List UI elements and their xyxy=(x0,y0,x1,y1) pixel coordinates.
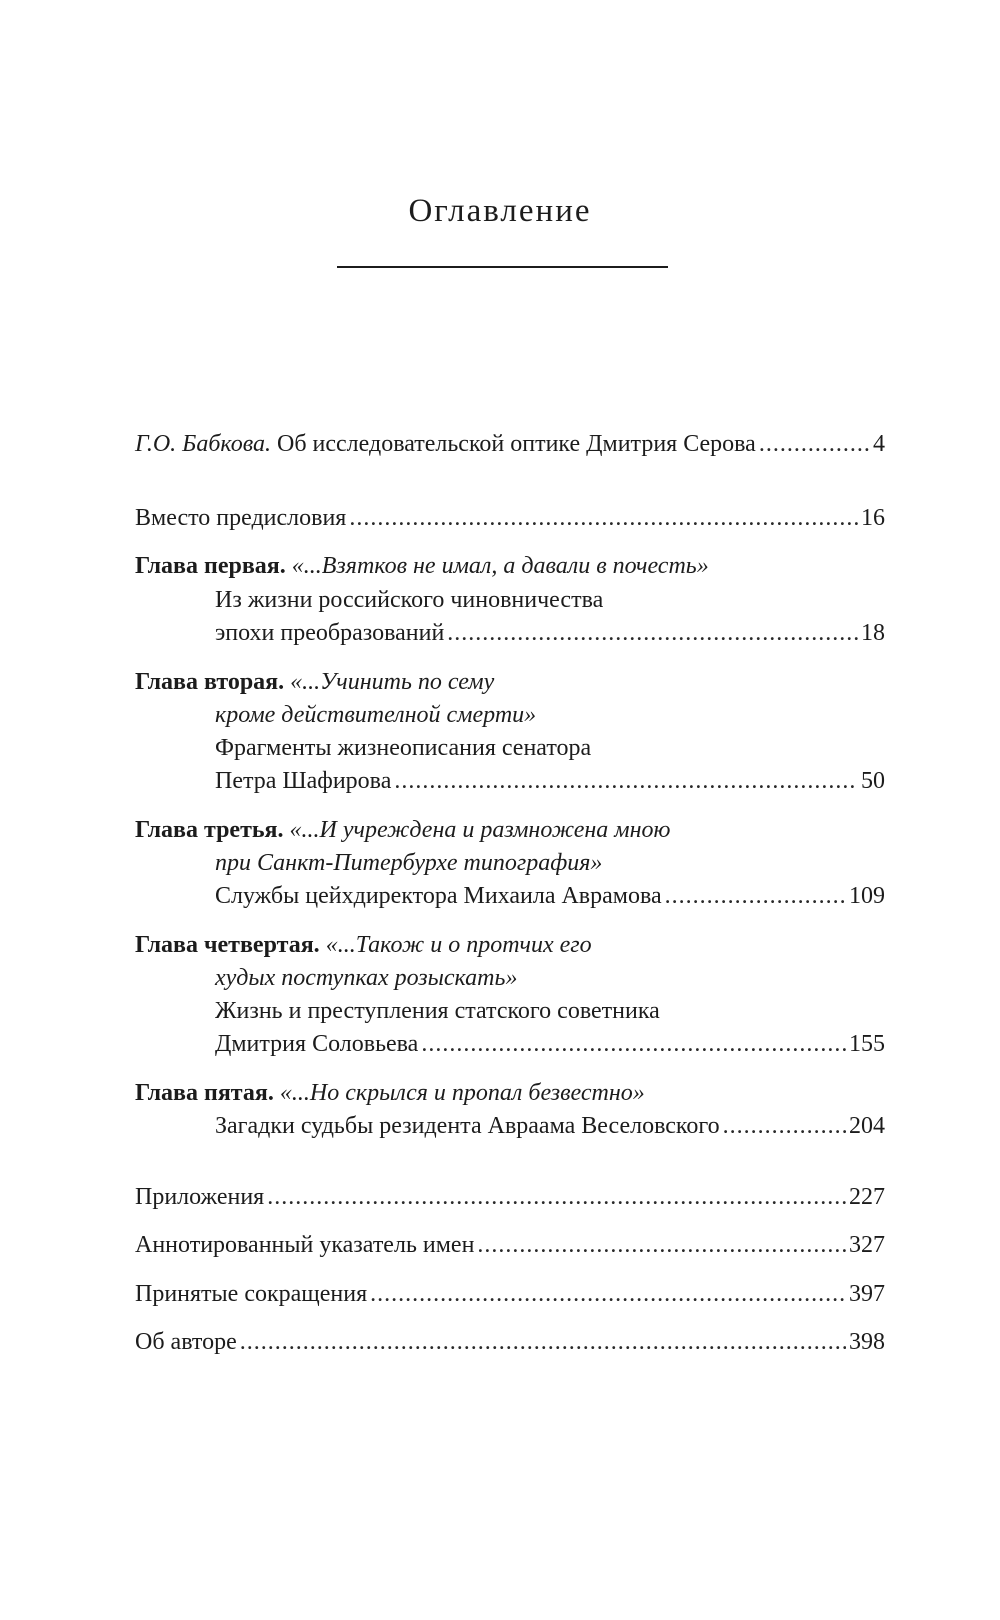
leader-dots xyxy=(665,880,846,912)
leader-dots xyxy=(759,428,870,460)
chapter-subtitle: Петра Шафирова xyxy=(215,768,392,794)
toc-entry-chapter-5[interactable] xyxy=(135,1077,885,1109)
page-number: 327 xyxy=(849,1232,885,1258)
page-number: 18 xyxy=(861,620,885,646)
chapter-quote: «...Взятков не имал, а давали в почесть» xyxy=(291,553,709,579)
entry-title: Об исследовательской оптике Дмитрия Серова xyxy=(276,431,756,457)
leader-dots xyxy=(394,765,858,797)
toc-entry-index[interactable] xyxy=(135,1229,885,1261)
page-title: Оглавление xyxy=(408,193,592,229)
toc-subline xyxy=(215,699,885,731)
toc-subline[interactable] xyxy=(215,1110,885,1142)
chapter-quote: «...Також и о протчих его xyxy=(325,932,592,958)
entry-title: Приложения xyxy=(135,1184,265,1210)
chapter-subtitle: Жизнь и преступления статского советника xyxy=(215,998,660,1024)
chapter-subtitle: эпохи преобразований xyxy=(215,620,445,646)
toc-subline xyxy=(215,584,885,616)
chapter-label: Глава четвертая. xyxy=(135,932,320,958)
leader-dots xyxy=(421,1028,846,1060)
chapter-quote: «...И учреждена и размножена мною xyxy=(289,817,671,843)
chapter-label: Глава третья. xyxy=(135,817,284,843)
toc-entry-abbreviations[interactable] xyxy=(135,1278,885,1310)
entry-title: Принятые сокращения xyxy=(135,1281,368,1307)
toc-entry-chapter-2[interactable] xyxy=(135,666,885,698)
page-number: 16 xyxy=(861,505,885,531)
leader-dots xyxy=(370,1278,846,1310)
toc-subline xyxy=(215,847,885,879)
leader-dots xyxy=(267,1181,846,1213)
entry-title: Вместо предисловия xyxy=(135,505,347,531)
entry-author: Г.О. Бабкова. xyxy=(135,431,271,457)
leader-dots xyxy=(240,1326,846,1358)
title-divider xyxy=(337,266,668,268)
toc-entry-preface[interactable] xyxy=(135,502,885,534)
leader-dots xyxy=(447,617,858,649)
toc-subline xyxy=(215,995,885,1027)
toc-subline[interactable] xyxy=(215,880,885,912)
toc-entry-babkova[interactable] xyxy=(135,428,885,460)
page-number: 398 xyxy=(849,1329,885,1355)
chapter-quote: худых поступках розыскать» xyxy=(215,965,518,991)
toc-subline xyxy=(215,962,885,994)
chapter-subtitle: Из жизни российского чиновничества xyxy=(215,587,604,613)
chapter-quote: «...Учинить по сему xyxy=(290,669,495,695)
chapter-subtitle: Загадки судьбы резидента Авраама Веселовского xyxy=(215,1113,720,1139)
chapter-subtitle: Дмитрия Соловьева xyxy=(215,1031,419,1057)
toc-entry-chapter-4[interactable] xyxy=(135,929,885,961)
page-number: 227 xyxy=(849,1184,885,1210)
page-number: 4 xyxy=(873,431,885,457)
toc-subline[interactable] xyxy=(215,1028,885,1060)
chapter-quote: при Санкт-Питербурхе типография» xyxy=(215,850,603,876)
page-number: 109 xyxy=(849,883,885,909)
chapter-quote: кроме действителной смерти» xyxy=(215,702,537,728)
chapter-subtitle: Службы цейхдиректора Михаила Аврамова xyxy=(215,883,662,909)
toc-subline[interactable] xyxy=(215,617,885,649)
page-number: 204 xyxy=(849,1113,885,1139)
leader-dots xyxy=(349,502,858,534)
chapter-label: Глава пятая. xyxy=(135,1080,274,1106)
toc-subline[interactable] xyxy=(215,765,885,797)
toc-entry-chapter-1[interactable] xyxy=(135,550,885,582)
toc-subline xyxy=(215,732,885,764)
leader-dots xyxy=(723,1110,846,1142)
chapter-label: Глава вторая. xyxy=(135,669,285,695)
page-number: 50 xyxy=(861,768,885,794)
entry-title: Об авторе xyxy=(135,1329,237,1355)
toc-entry-appendix[interactable] xyxy=(135,1181,885,1213)
chapter-subtitle: Фрагменты жизнеописания сенатора xyxy=(215,735,592,761)
toc-entry-chapter-3[interactable] xyxy=(135,814,885,846)
leader-dots xyxy=(477,1229,846,1261)
chapter-quote: «...Но скрылся и пропал безвестно» xyxy=(279,1080,645,1106)
entry-title: Аннотированный указатель имен xyxy=(135,1232,475,1258)
page-number: 155 xyxy=(849,1031,885,1057)
chapter-label: Глава первая. xyxy=(135,553,286,579)
toc-entry-about-author[interactable] xyxy=(135,1326,885,1358)
page-number: 397 xyxy=(849,1281,885,1307)
